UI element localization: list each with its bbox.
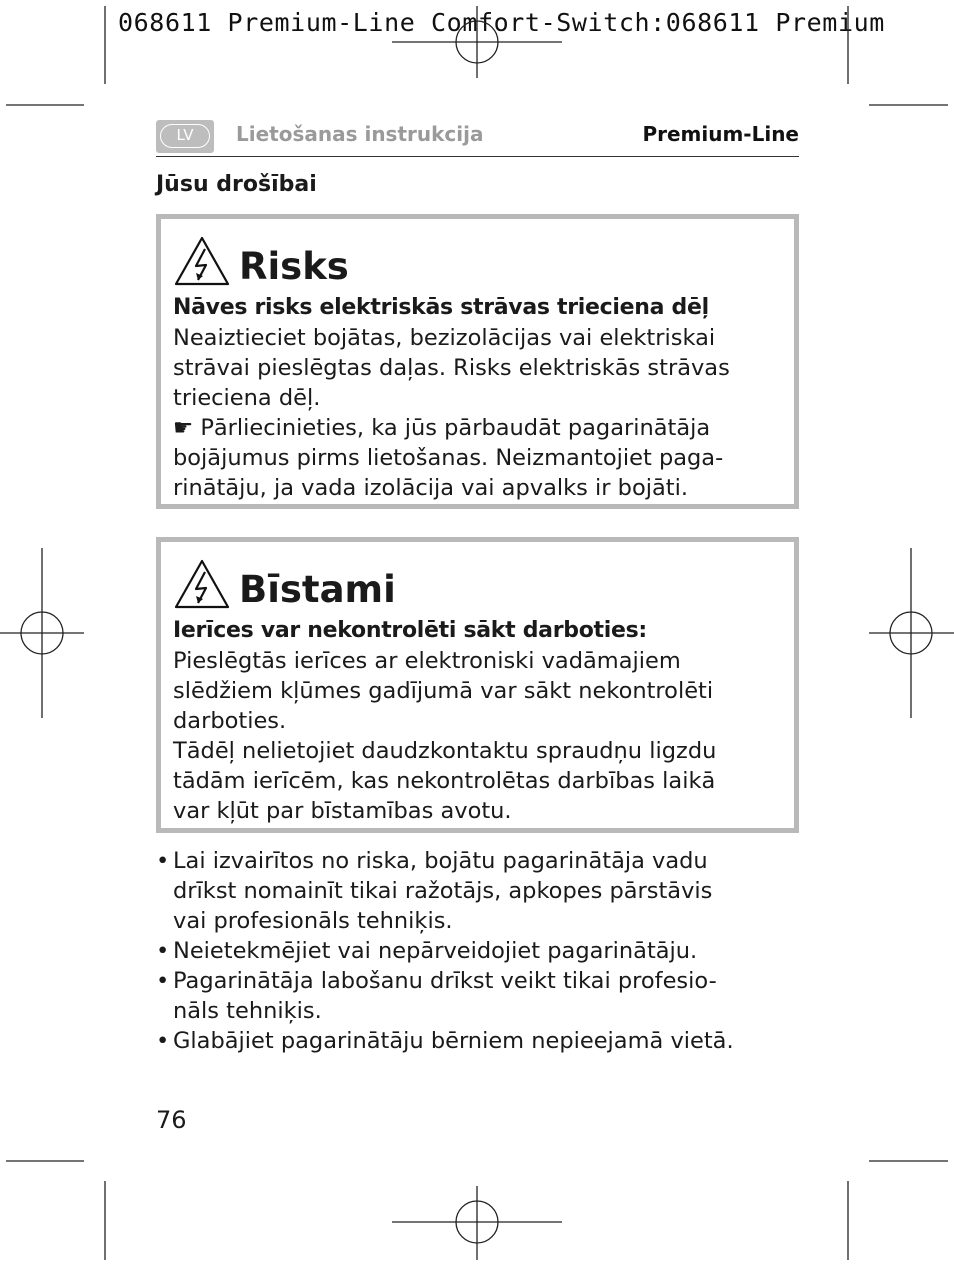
warning-instruction xyxy=(173,413,782,503)
warning-text-continued: Tādēļ nelietojiet daudzkontaktu spraudņu ligzdu tādām ierīcēm, kas nekontrolētas darbības laikā var kļūt par bīstamības avotu. xyxy=(173,738,717,824)
registration-mark-right xyxy=(869,612,954,654)
bullet-icon: • xyxy=(156,968,170,994)
list-item-text: Glabājiet pagarinātāju bērniem nepieejamā vietā. xyxy=(173,1028,734,1054)
list-item xyxy=(156,966,796,1026)
language-code: LV xyxy=(160,124,210,148)
running-header xyxy=(156,118,799,157)
document-kind: Lietošanas instrukcija xyxy=(236,122,484,146)
list-item-text: Neietekmējiet vai nepārveidojiet pagarinātāju. xyxy=(173,938,698,964)
warning-title: Bīstami xyxy=(239,568,396,611)
list-item-text: Lai izvairītos no riska, bojātu pagarinātāja vadu drīkst nomainīt tikai ražotājs, apkopes pārstāvis vai profesionāls tehniķis. xyxy=(173,848,713,934)
list-item xyxy=(156,1026,796,1056)
list-item xyxy=(156,846,796,936)
high-voltage-warning-icon xyxy=(173,235,231,287)
page-number: 76 xyxy=(156,1106,187,1134)
safety-bullet-list xyxy=(156,846,796,1056)
bullet-icon: • xyxy=(156,848,170,874)
warning-title: Risks xyxy=(239,245,349,288)
pointing-hand-icon: ☛ xyxy=(173,415,194,441)
high-voltage-warning-icon xyxy=(173,558,231,610)
instruction-text: Pārliecinieties, ka jūs pārbaudāt pagarinātāja bojājumus pirms lietošanas. Neizmantojiet paga- rinātāju, ja vada izolācija vai apvalks ir bojāti. xyxy=(173,415,724,501)
bullet-icon: • xyxy=(156,1028,170,1054)
print-slug: 068611 Premium-Line Comfort-Switch:068611 Premium xyxy=(118,8,885,37)
warning-text: Neaiztieciet bojātas, bezizolācijas vai elektriskai strāvai pieslēgtas daļas. Risks elektriskās strāvas trieciena dēļ. xyxy=(173,325,730,411)
product-name: Premium-Line xyxy=(642,122,799,146)
registration-mark-bottom xyxy=(392,1186,562,1260)
warning-text: Pieslēgtās ierīces ar elektroniski vadāmajiem slēdžiem kļūmes gadījumā var sākt nekontrolēti darboties. xyxy=(173,648,714,734)
list-item-text: Pagarinātāja labošanu drīkst veikt tikai profesio- nāls tehniķis. xyxy=(173,968,717,1024)
warning-subtitle: Ierīces var nekontrolēti sākt darboties: xyxy=(173,618,647,643)
language-badge xyxy=(156,120,214,153)
section-title: Jūsu drošībai xyxy=(156,172,317,197)
list-item xyxy=(156,936,796,966)
warning-box-danger xyxy=(156,537,799,833)
warning-subtitle: Nāves risks elektriskās strāvas trieciena dēļ xyxy=(173,295,709,320)
registration-mark-left xyxy=(0,612,84,654)
warning-box-risks xyxy=(156,214,799,509)
bullet-icon: • xyxy=(156,938,170,964)
